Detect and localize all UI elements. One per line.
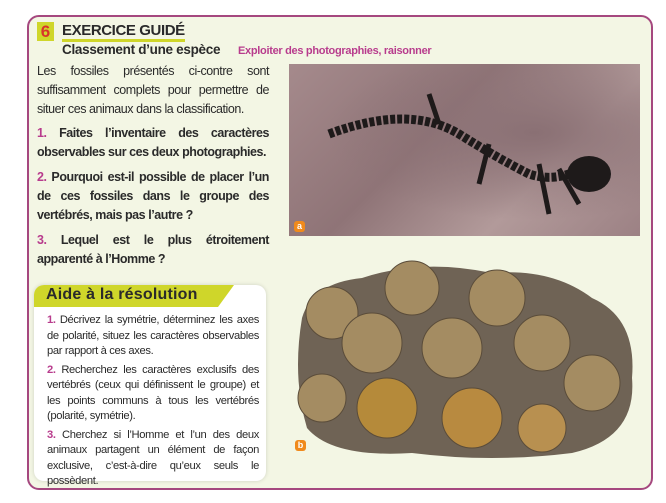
help-item-3 xyxy=(47,428,259,490)
question-number: 2. xyxy=(37,170,47,184)
help-text: Recherchez les caractères exclusifs des vertébrés (ceux qui définissent le groupe) et les points communs à tous les vertébrés (polarité, symétrie). xyxy=(47,363,259,422)
exercise-subtitle: Classement d’une espèce xyxy=(62,42,221,57)
help-text: Cherchez si l’Homme et l’un des deux animaux partagent un élément de façon exclusive, c’est-à-dire qu’eux seuls le possèdent. xyxy=(47,428,259,487)
exercise-title: EXERCICE GUIDÉ xyxy=(62,23,185,42)
photo-fossil-vertebrate xyxy=(289,64,640,236)
help-item-1 xyxy=(47,313,259,360)
help-text: Décrivez la symétrie, déterminez les axes de polarité, situez les caractères observables par rapport à ces axes. xyxy=(47,314,259,357)
help-number: 2. xyxy=(47,363,56,376)
help-title: Aide à la résolution xyxy=(46,286,198,303)
photo-label-a: a xyxy=(294,221,305,232)
help-number: 3. xyxy=(47,428,56,441)
question-text: Lequel est le plus étroitement apparenté à l’Homme ? xyxy=(37,233,269,266)
help-item-2 xyxy=(47,363,259,425)
questions-list xyxy=(37,124,269,275)
intro-text: Les fossiles présentés ci-contre sont suffisamment complets pour permettre de situer ces animaux dans la classification. xyxy=(37,64,269,116)
fossil-urchins-illustration xyxy=(292,258,640,463)
question-number: 3. xyxy=(37,233,47,247)
photo-label-b: b xyxy=(295,440,306,451)
question-text: Faites l’inventaire des caractères observables sur ces deux photographies. xyxy=(37,126,269,159)
skill-label: Exploiter des photographies, raisonner xyxy=(238,45,432,57)
question-2 xyxy=(37,168,269,225)
question-3 xyxy=(37,231,269,269)
photo-fossil-sea-urchins xyxy=(292,258,640,463)
help-number: 1. xyxy=(47,314,56,326)
help-box xyxy=(34,285,266,487)
question-text: Pourquoi est-il possible de placer l’un de ces fossiles dans le groupe des vertébrés, mais pas l’autre ? xyxy=(37,170,269,222)
question-number: 1. xyxy=(37,126,47,140)
question-1 xyxy=(37,124,269,162)
fossil-skeleton-illustration xyxy=(289,64,640,236)
exercise-number-badge: 6 xyxy=(37,22,54,41)
help-list xyxy=(47,313,259,493)
